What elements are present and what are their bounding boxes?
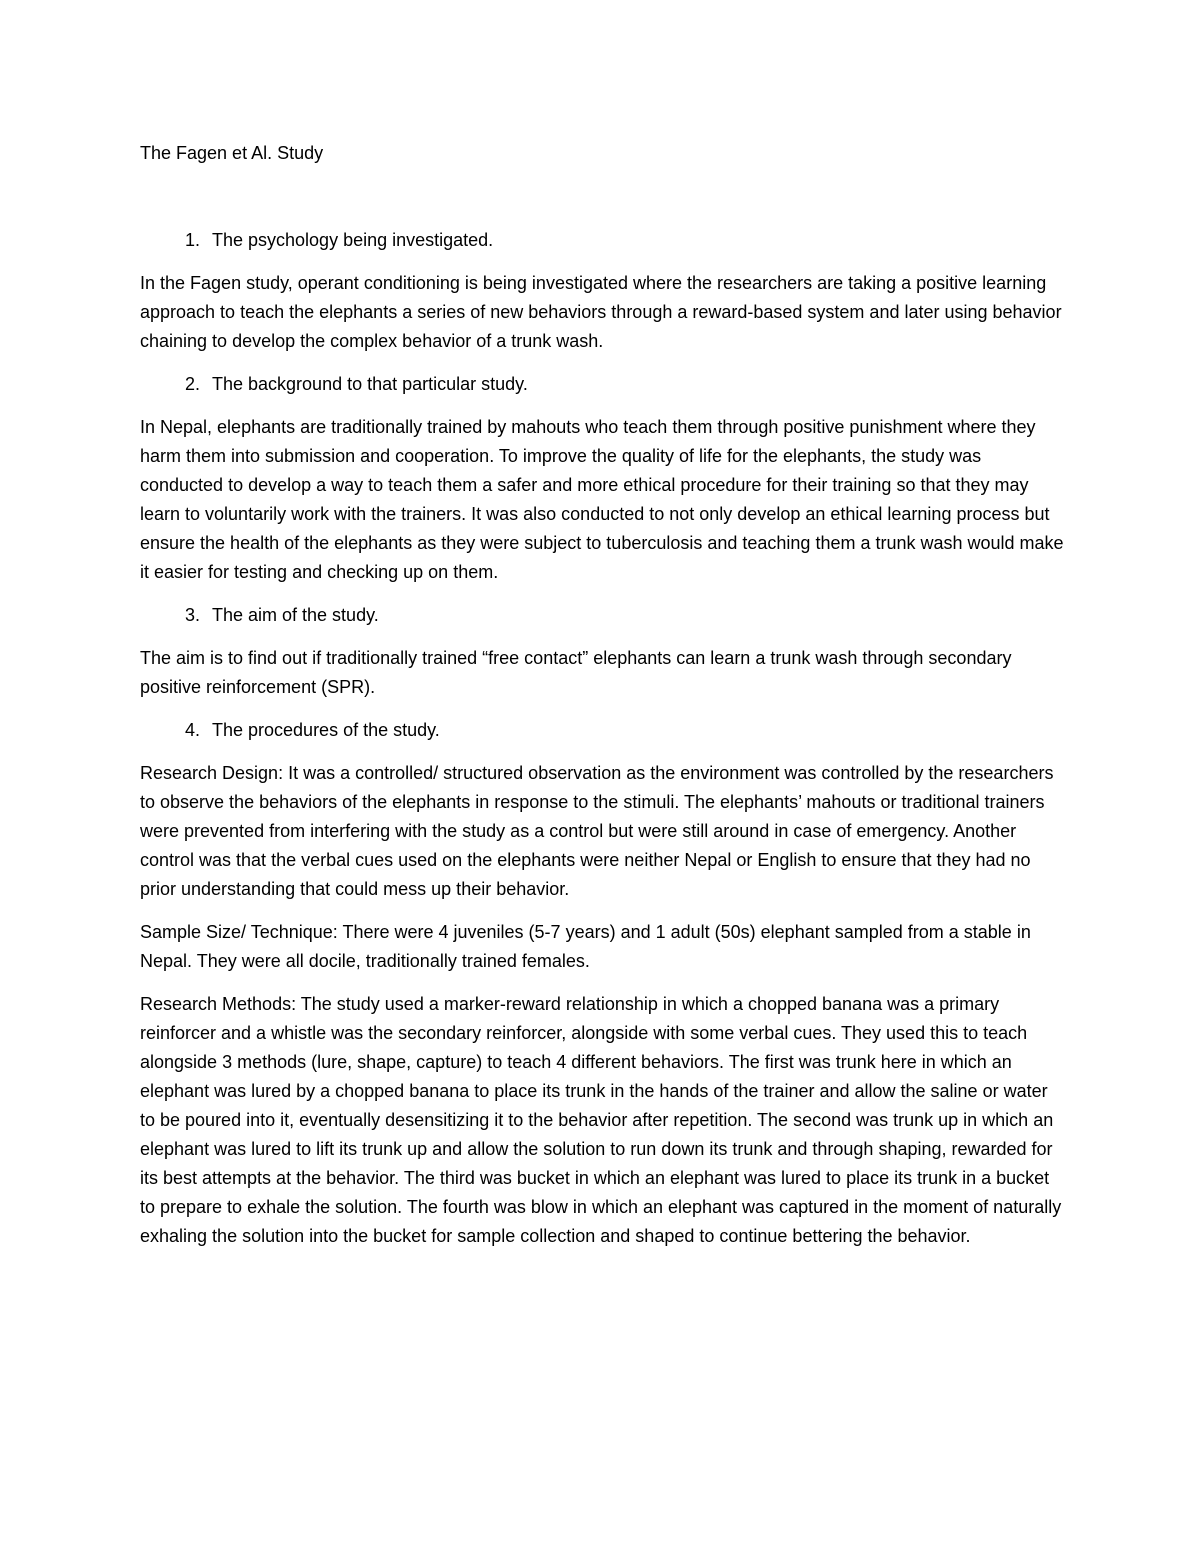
- section-2-paragraph: In Nepal, elephants are traditionally trained by mahouts who teach them through positive punishment where they harm them into submission and cooperation. To improve the quality of life for the elephants, the study was conducted to develop a way to teach them a safer and more ethical procedure for their training so that they may learn to voluntarily work with the trainers. It was also conducted to not only develop an ethical learning process but ensure the health of the elephants as they were subject to tuberculosis and teaching them a trunk wash would make it easier for testing and checking up on them.: [140, 417, 1064, 582]
- section-number: 1.: [184, 230, 200, 250]
- section-heading-text: The procedures of the study.: [212, 720, 440, 740]
- document-title: The Fagen et Al. Study: [140, 143, 324, 163]
- section-number: 4.: [184, 720, 200, 740]
- section-heading-4: [140, 716, 1065, 745]
- sample-size-paragraph: Sample Size/ Technique: There were 4 juveniles (5-7 years) and 1 adult (50s) elephant sampled from a stable in Nepal. They were all docile, traditionally trained females.: [140, 922, 1031, 971]
- research-methods-paragraph: Research Methods: The study used a marker-reward relationship in which a chopped banana was a primary reinforcer and a whistle was the secondary reinforcer, alongside with some verbal cues. They used this to teach alongside 3 methods (lure, shape, capture) to teach 4 different behaviors. The first was trunk here in which an elephant was lured by a chopped banana to place its trunk in the hands of the trainer and allow the saline or water to be poured into it, eventually desensitizing it to the behavior after repetition. The second was trunk up in which an elephant was lured to lift its trunk up and allow the solution to run down its trunk and through shaping, rewarded for its best attempts at the behavior. The third was bucket in which an elephant was lured to place its trunk in a bucket to prepare to exhale the solution. The fourth was blow in which an elephant was captured in the moment of naturally exhaling the solution into the bucket for sample collection and shaped to continue bettering the behavior.: [140, 994, 1062, 1246]
- research-design-paragraph: Research Design: It was a controlled/ structured observation as the environment was controlled by the researchers to observe the behaviors of the elephants in response to the stimuli. The elephants’ mahouts or traditional trainers were prevented from interfering with the study as a control but were still around in case of emergency. Another control was that the verbal cues used on the elephants were neither Nepal or English to ensure that they had no prior understanding that could mess up their behavior.: [140, 763, 1054, 899]
- section-heading-text: The background to that particular study.: [212, 374, 528, 394]
- section-3-paragraph: The aim is to find out if traditionally trained “free contact” elephants can learn a trunk wash through secondary positive reinforcement (SPR).: [140, 648, 1012, 697]
- section-heading-text: The psychology being investigated.: [212, 230, 494, 250]
- title-spacer: [140, 166, 1065, 226]
- section-1-paragraph: In the Fagen study, operant conditioning is being investigated where the researchers are taking a positive learning approach to teach the elephants a series of new behaviors through a reward-based system and later using behavior chaining to develop the complex behavior of a trunk wash.: [140, 273, 1062, 351]
- section-heading-3: [140, 601, 1065, 630]
- section-number: 2.: [184, 374, 200, 394]
- document-page: [140, 140, 1065, 1265]
- section-heading-text: The aim of the study.: [212, 605, 379, 625]
- section-heading-2: [140, 370, 1065, 399]
- section-number: 3.: [184, 605, 200, 625]
- section-heading-1: [140, 226, 1065, 255]
